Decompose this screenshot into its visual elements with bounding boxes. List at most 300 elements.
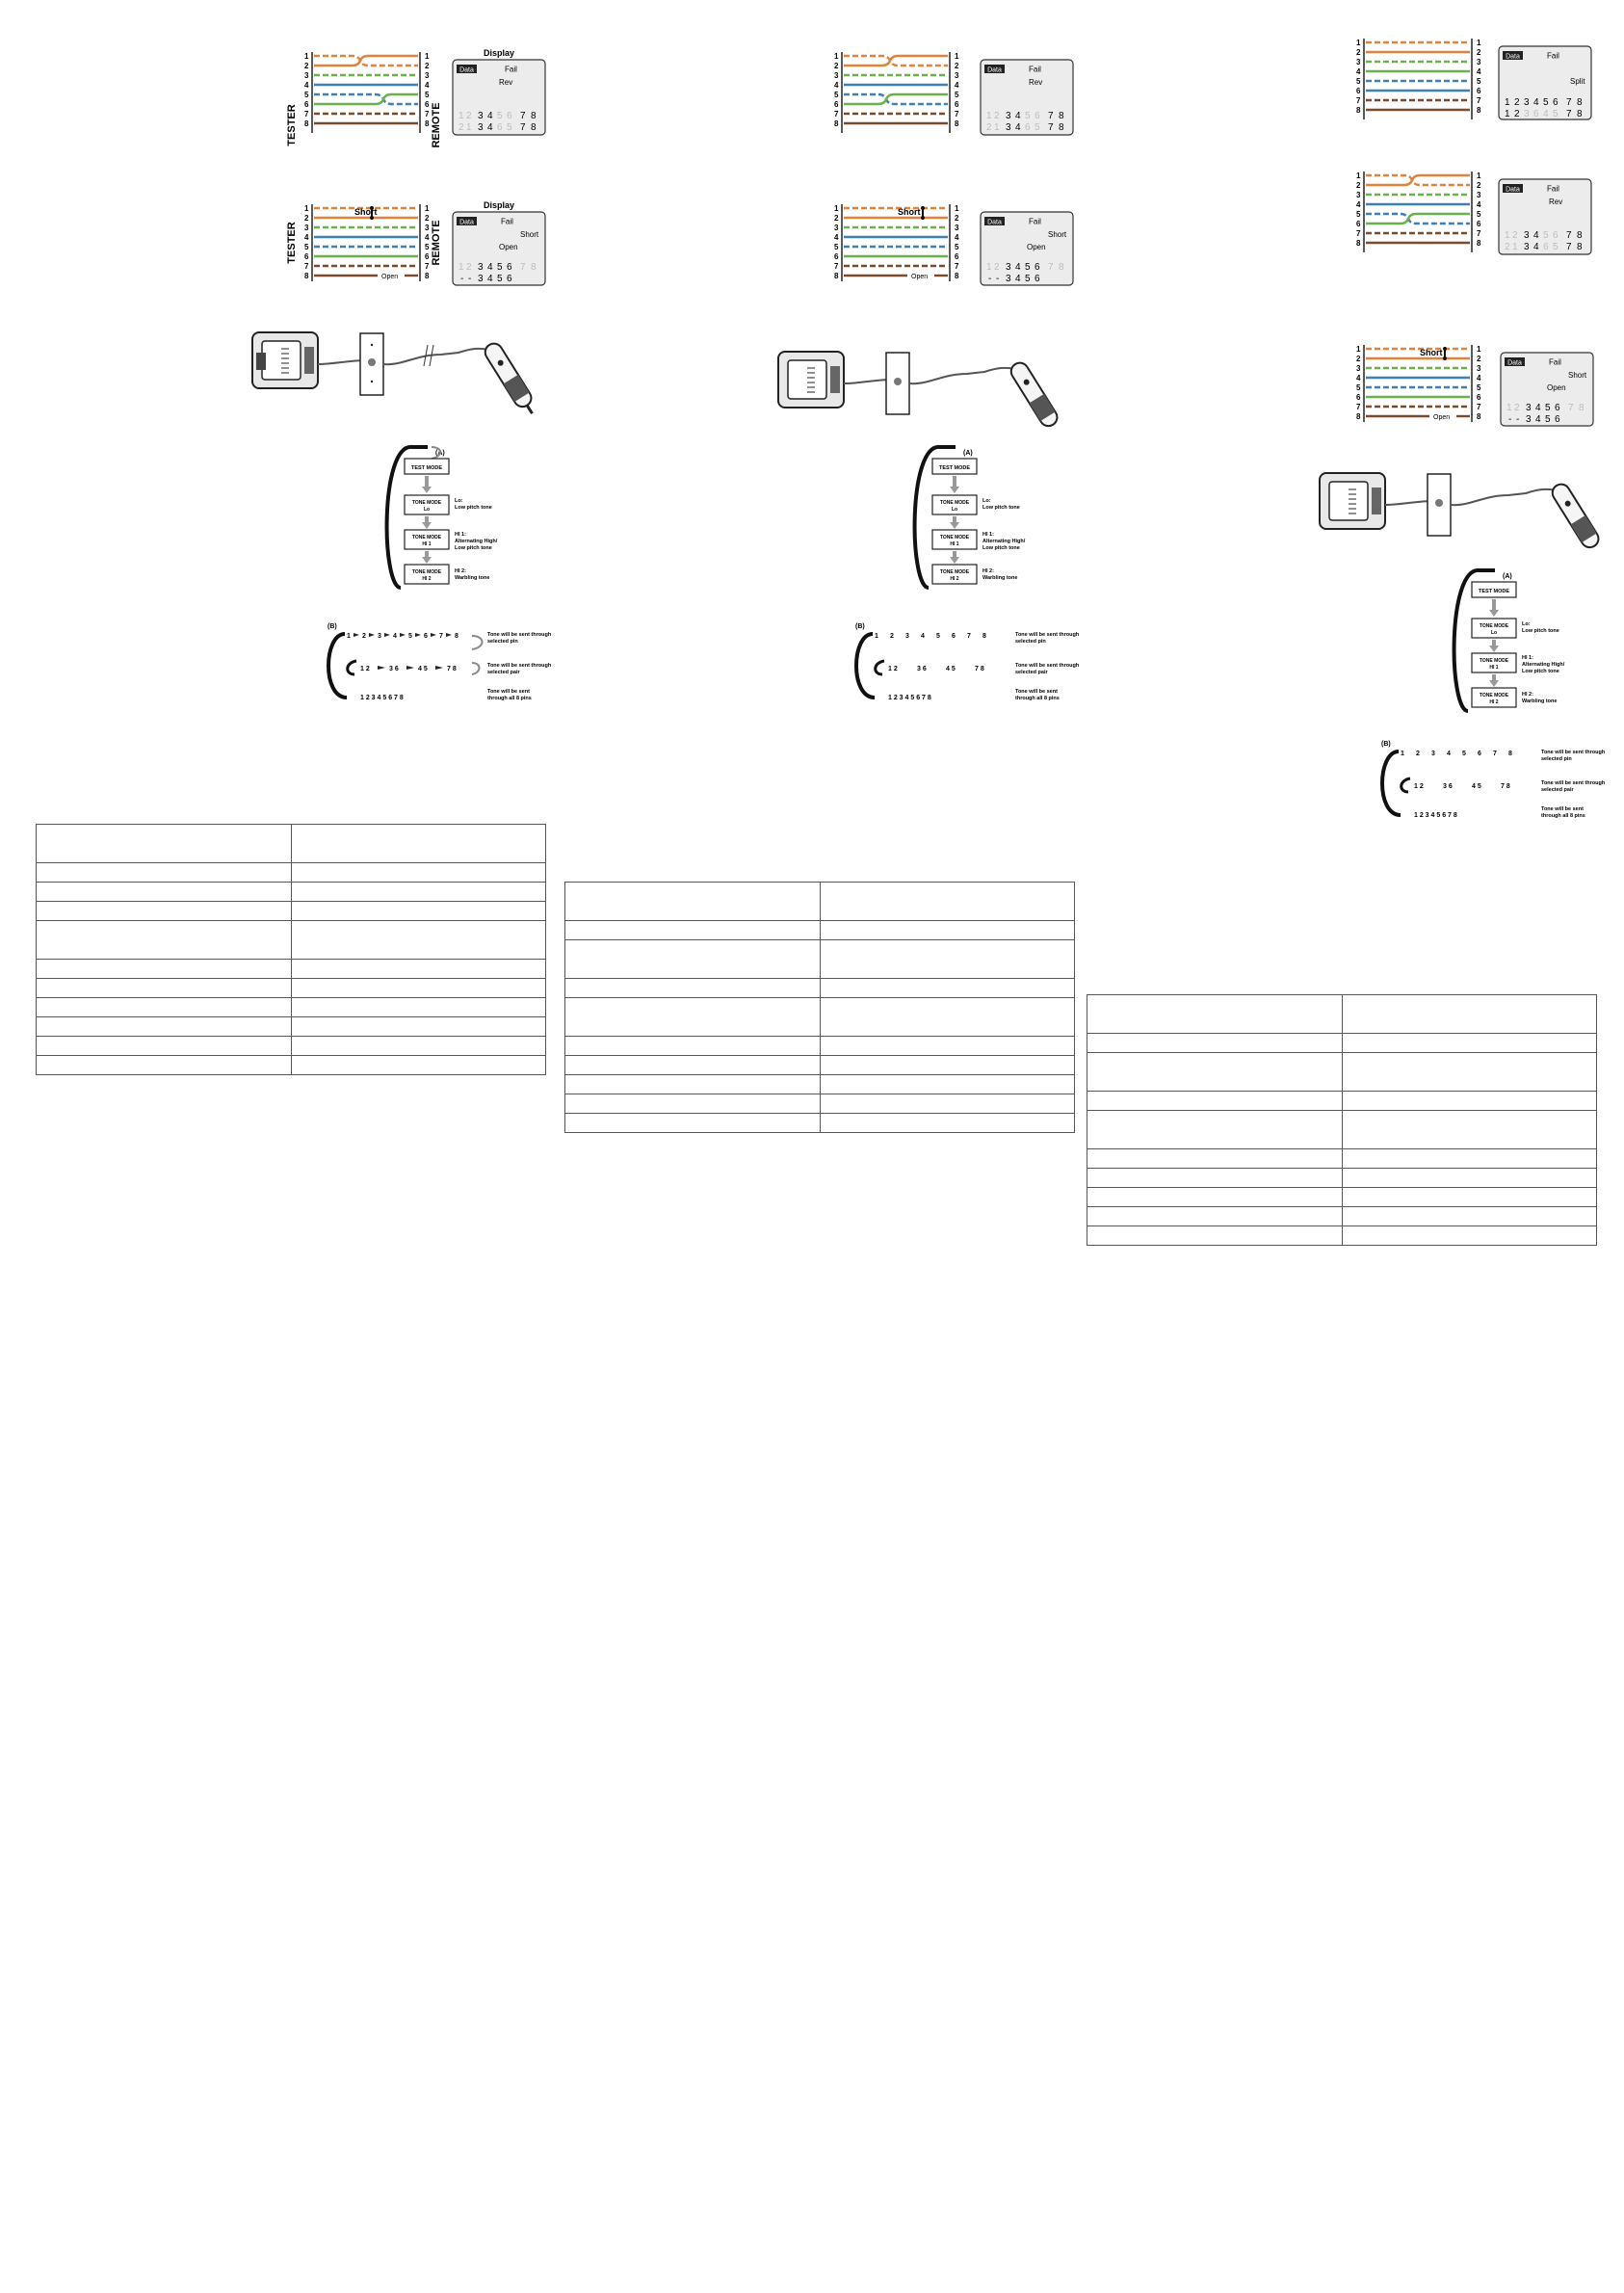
flow-hi2-desc: HI 2: [982,568,994,574]
seq-pin: 4 [393,633,397,640]
pin-label: 6 [1356,87,1361,95]
pin-label: 6 [425,100,430,109]
seq-pin: 2 [890,633,894,640]
display-digit: 3 [1006,262,1011,273]
pin-label: 4 [1477,200,1481,209]
tester-label: TESTER [286,222,298,264]
pin-label: 3 [304,224,309,232]
flow-lo-desc: Lo: [1522,621,1531,627]
display-digit: 6 [1555,403,1560,413]
seq-pin: 6 [1478,751,1481,757]
display-digit: 1 [458,262,464,273]
wiring-diagram-short-open [834,204,959,281]
pin-label: 2 [1477,181,1481,190]
display-digit: 5 [1025,111,1031,121]
data-chip: Data [1507,359,1522,367]
flow-tone-mode-lo: TONE MODE [939,500,970,506]
pin-label: 6 [1477,87,1481,95]
pin-label: 2 [304,62,309,70]
display-digit: 8 [1059,111,1064,121]
display-rev [453,48,545,135]
pin-label: 7 [1477,229,1481,238]
seq-pair: 7 8 [975,666,984,672]
pin-label: 1 [834,204,839,213]
flow-hi1-desc: HI 1: [982,532,994,538]
pin-label: 7 [955,262,959,271]
display-digit: 1 [994,122,1000,133]
pin-label: 7 [1477,403,1481,411]
display-short-open [453,200,545,285]
flow-tone-mode-hi1: TONE MODE [1479,658,1509,664]
seq-pin: 6 [424,633,428,640]
pin-label: 1 [304,52,309,61]
flow-label-b: (B) [327,623,337,630]
spec-table [564,882,1075,1133]
seq-all: 1 2 3 4 5 6 7 8 [1414,812,1457,819]
seq-all: 1 2 3 4 5 6 7 8 [888,695,931,701]
display-digit: 3 [1006,111,1011,121]
flow-hi2-desc: Warbling tone [982,575,1018,581]
pin-label: 3 [834,71,839,80]
flow-hi1: HI 1 [422,541,432,547]
display-digit: 8 [1577,230,1583,241]
pin-label: 3 [834,224,839,232]
pin-label: 8 [1477,412,1481,421]
display-short: Short [1048,230,1067,239]
display-digit: 7 [1048,111,1054,121]
display-digit: - [460,274,464,284]
tone-mode-flow [1454,570,1565,711]
display-digit: 5 [1553,242,1559,252]
seq-pair: 3 6 [1443,783,1453,790]
flow-label-a: (A) [435,450,445,457]
wiring-diagram-short-open [286,204,442,281]
display-digit: 4 [1533,230,1539,241]
display-digit: 2 [1505,242,1510,252]
pin-label: 5 [1356,77,1361,86]
flow-hi1-desc: Alternating High/ [455,539,498,544]
display-digit: 6 [1555,414,1560,425]
pin-label: 2 [425,214,430,223]
pin-label: 8 [834,272,839,280]
pin-label: 6 [1477,220,1481,228]
pin-label: 2 [955,62,959,70]
display-digit: 8 [531,262,537,273]
display-digit: 5 [1543,230,1549,241]
data-chip: Data [987,219,1002,226]
pin-label: 8 [955,119,959,128]
display-digit: 6 [1553,230,1559,241]
pin-label: 1 [425,204,430,213]
wiring-diagram-reversed [286,52,442,148]
pin-label: 5 [425,91,430,99]
display-rev [981,60,1073,135]
seq-pin: 2 [1416,751,1420,757]
seq-pair-desc: Tone will be sent through [1541,780,1606,786]
display-digit: 6 [507,111,512,121]
pin-label: 1 [955,52,959,61]
seq-pair-desc: selected pair [487,670,520,675]
display-digit: 1 [986,111,992,121]
pin-label: 6 [1356,220,1361,228]
pin-label: 1 [1356,39,1361,47]
pin-label: 1 [1477,171,1481,180]
display-digit: 3 [478,262,484,273]
remote-label: REMOTE [431,102,442,148]
wiring-diagram-reversed [834,52,959,133]
flow-hi1-desc: HI 1: [455,532,466,538]
display-digit: 4 [1015,262,1021,273]
pin-label: 7 [1477,96,1481,105]
open-wire-label: Open [1433,414,1451,421]
flow-hi1-desc: Alternating High/ [1522,662,1565,668]
seq-all-desc: through all 8 pins [1541,813,1585,819]
pin-label: 2 [834,214,839,223]
display-digit: 6 [1543,242,1549,252]
display-digit: 4 [487,111,493,121]
display-digit: 6 [1553,97,1559,108]
pin-label: 1 [955,204,959,213]
pin-label: 3 [955,71,959,80]
display-digit: 1 [1505,230,1510,241]
seq-pin: 8 [1508,751,1512,757]
display-digit: 5 [497,111,503,121]
display-digit: 7 [520,122,526,133]
seq-pair: 4 5 [418,666,428,672]
display-short-open [1501,353,1593,426]
display-fail: Fail [1547,51,1559,61]
display-digit: 8 [1577,97,1583,108]
pin-label: 1 [1477,39,1481,47]
pin-label: 8 [834,119,839,128]
pin-label: 3 [1356,58,1361,66]
flow-hi1: HI 1 [1489,665,1499,671]
display-digit: 4 [1015,274,1021,284]
seq-pin: 8 [982,633,986,640]
pin-label: 5 [1356,210,1361,219]
seq-pin: 1 [875,633,878,640]
pin-label: 5 [1477,77,1481,86]
pin-label: 7 [304,110,309,119]
pin-label: 2 [1477,48,1481,57]
pin-label: 4 [304,81,309,90]
wiring-diagram-split [1356,39,1481,119]
display-digit: 8 [1579,403,1585,413]
spec-table [1087,994,1597,1246]
flow-lo-desc: Low pitch tone [455,505,492,511]
data-chip: Data [1506,186,1520,194]
pin-label: 3 [425,71,430,80]
display-digit: 1 [1505,97,1510,108]
pin-label: 8 [304,119,309,128]
pin-label: 7 [1356,403,1361,411]
panel-right-graphics [1083,0,1624,1156]
display-digit: - [1508,414,1512,425]
flow-tone-mode-hi2: TONE MODE [411,569,442,575]
display-digit: 4 [1535,414,1541,425]
display-digit: 7 [1566,242,1572,252]
flow-hi2: HI 2 [1489,699,1499,705]
display-digit: 6 [1035,262,1040,273]
pin-label: 2 [1356,48,1361,57]
pin-label: 3 [304,71,309,80]
pin-label: 4 [304,233,309,242]
display-digit: 7 [1568,403,1574,413]
display-digit: 8 [531,111,537,121]
display-digit: 5 [1543,97,1549,108]
seq-pair: 7 8 [1501,783,1510,790]
seq-pair: 1 2 [888,666,898,672]
seq-pin-desc: selected pin [1015,639,1046,645]
pin-label: 4 [1356,67,1361,76]
panel-middle [541,0,1083,2293]
pin-label: 4 [955,81,959,90]
display-fail: Fail [501,217,513,226]
display-digit: 2 [986,122,992,133]
flow-hi2-desc: Warbling tone [455,575,490,581]
display-digit: 2 [466,262,472,273]
display-digit: 6 [507,262,512,273]
pin-label: 5 [834,243,839,251]
seq-pin: 3 [378,633,381,640]
seq-pin: 2 [362,633,366,640]
display-digit: 1 [466,122,472,133]
pin-label: 6 [425,252,430,261]
open-wire-label: Open [381,274,399,280]
seq-pin: 8 [455,633,458,640]
pin-label: 7 [425,110,430,119]
pin-label: 8 [1477,239,1481,248]
short-wire-label: Short [898,207,921,217]
remote-label: REMOTE [431,220,442,266]
display-title: Display [483,48,515,58]
seq-pair: 7 8 [447,666,457,672]
pin-label: 8 [425,119,430,128]
pin-label: 1 [1356,345,1361,354]
display-digit: 7 [1566,109,1572,119]
seq-all: 1 2 3 4 5 6 7 8 [360,695,404,701]
seq-pin: 1 [1401,751,1404,757]
pin-label: 7 [834,110,839,119]
flow-label-b: (B) [1381,741,1391,748]
seq-pin: 7 [1493,751,1497,757]
seq-pair-desc: selected pair [1541,787,1574,793]
display-digit: 5 [1545,403,1551,413]
display-digit: 2 [1514,97,1520,108]
display-open: Open [499,243,518,251]
wiring-diagram-reversed [1356,171,1481,252]
seq-pair: 4 5 [1472,783,1481,790]
flow-label-a: (A) [1503,573,1512,580]
flow-hi2-desc: HI 2: [1522,692,1533,698]
display-digit: 1 [1512,242,1518,252]
display-digit: 3 [478,274,484,284]
display-digit: 4 [487,274,493,284]
pin-label: 6 [304,252,309,261]
display-short: Short [1568,371,1587,380]
seq-pair-desc: Tone will be sent through [487,663,552,669]
pin-label: 8 [1356,106,1361,115]
data-chip: Data [459,219,474,226]
display-digit: 8 [1577,242,1583,252]
seq-pair: 1 2 [360,666,370,672]
seq-pin: 5 [408,633,412,640]
pin-label: 4 [425,233,430,242]
flow-hi1-desc: Low pitch tone [982,545,1020,551]
flow-test-mode: TEST MODE [1478,589,1510,594]
pin-label: 3 [425,224,430,232]
display-digit: 2 [1512,230,1518,241]
display-digit: 8 [1059,122,1064,133]
pin-label: 5 [1477,383,1481,392]
display-digit: 3 [1524,109,1530,119]
display-digit: 4 [1533,97,1539,108]
flow-label-b: (B) [855,623,865,630]
flow-hi2: HI 2 [950,576,959,582]
display-digit: 5 [1025,274,1031,284]
display-digit: 7 [1566,230,1572,241]
display-open: Open [1547,383,1566,392]
flow-hi2-desc: HI 2: [455,568,466,574]
seq-pin: 3 [1431,751,1435,757]
pin-label: 2 [425,62,430,70]
display-digit: 3 [1526,414,1532,425]
seq-all-desc: Tone will be sent [1541,806,1584,812]
display-fail: Fail [1029,217,1041,226]
pin-label: 3 [1356,364,1361,373]
display-digit: 5 [497,274,503,284]
display-digit: 6 [1533,109,1539,119]
tone-mode-flow [387,447,498,588]
seq-pair: 3 6 [917,666,927,672]
pin-label: 7 [834,262,839,271]
display-digit: 3 [1006,122,1011,133]
flow-tone-mode-lo: TONE MODE [411,500,442,506]
seq-pin: 4 [1447,751,1451,757]
display-digit: 3 [478,111,484,121]
display-digit: 5 [1035,122,1040,133]
display-digit: 6 [1035,111,1040,121]
flow-test-mode: TEST MODE [938,465,971,471]
flow-hi1-desc: Alternating High/ [982,539,1026,544]
pin-label: 5 [955,243,959,251]
flow-lo: Lo [1490,630,1498,636]
short-wire-label: Short [1420,348,1443,357]
display-digit: 3 [1006,274,1011,284]
display-rev [1499,179,1591,254]
pin-label: 2 [834,62,839,70]
display-digit: 8 [1059,262,1064,273]
pin-label: 6 [1477,393,1481,402]
pin-label: 8 [1477,106,1481,115]
seq-pin-desc: Tone will be sent through [1015,632,1080,638]
data-chip: Data [459,66,474,74]
display-open: Open [1027,243,1046,251]
pin-label: 6 [834,252,839,261]
display-digit: - [468,274,472,284]
display-digit: 5 [1545,414,1551,425]
pin-label: 8 [425,272,430,280]
pin-label: 3 [1477,58,1481,66]
display-digit: 1 [1506,403,1512,413]
seq-pin: 5 [1462,751,1466,757]
pin-label: 4 [834,233,839,242]
seq-pin: 7 [439,633,443,640]
pin-label: 7 [304,262,309,271]
pin-label: 4 [425,81,430,90]
display-digit: 8 [531,122,537,133]
pin-label: 7 [425,262,430,271]
pin-label: 6 [834,100,839,109]
pin-label: 5 [425,243,430,251]
display-digit: 2 [458,122,464,133]
flow-hi2: HI 2 [422,576,432,582]
display-split [1499,46,1591,119]
display-digit: 6 [497,122,503,133]
pin-label: 1 [425,52,430,61]
pin-label: 6 [955,252,959,261]
display-digit: 7 [1566,97,1572,108]
flow-lo-desc: Low pitch tone [1522,628,1559,634]
open-wire-label: Open [911,274,929,280]
display-digit: 1 [986,262,992,273]
pin-label: 5 [834,91,839,99]
seq-pin-desc: selected pin [1541,756,1572,762]
display-digit: 4 [1015,111,1021,121]
display-digit: 4 [1535,403,1541,413]
flow-tone-mode-hi2: TONE MODE [1479,693,1509,698]
tone-mode-flow [915,447,1026,588]
display-digit: 1 [458,111,464,121]
display-digit: 4 [1533,242,1539,252]
pin-label: 8 [955,272,959,280]
flow-hi1-desc: Low pitch tone [455,545,492,551]
flow-hi1-desc: Low pitch tone [1522,669,1559,674]
pin-label: 3 [955,224,959,232]
pin-label: 4 [1477,374,1481,382]
pin-label: 4 [834,81,839,90]
display-digit: 3 [1524,230,1530,241]
display-fail: Fail [1029,65,1041,74]
flow-tone-mode-hi1: TONE MODE [411,535,442,540]
pin-label: 5 [955,91,959,99]
display-fail: Fail [1549,357,1561,367]
pin-label: 8 [1356,412,1361,421]
tester-device-illustration [1320,473,1602,551]
seq-pair: 3 6 [389,666,399,672]
seq-all-desc: through all 8 pins [1015,696,1060,701]
display-short-open [981,212,1073,285]
seq-pair: 4 5 [946,666,956,672]
data-chip: Data [1506,53,1520,61]
seq-all-desc: through all 8 pins [487,696,532,701]
pin-label: 2 [1356,181,1361,190]
pin-label: 4 [1356,374,1361,382]
flow-label-a: (A) [963,450,973,457]
display-digit: 2 [466,111,472,121]
display-split-text: Split [1570,77,1585,86]
pin-label: 4 [955,233,959,242]
seq-pin: 7 [967,633,971,640]
flow-lo-desc: Lo: [982,498,991,504]
pin-label: 5 [304,243,309,251]
display-digit: 2 [994,262,1000,273]
pin-label: 6 [1356,393,1361,402]
display-digit: - [996,274,1000,284]
panel-right [1083,0,1624,2293]
pin-label: 3 [1356,191,1361,199]
tester-label: TESTER [286,104,298,146]
